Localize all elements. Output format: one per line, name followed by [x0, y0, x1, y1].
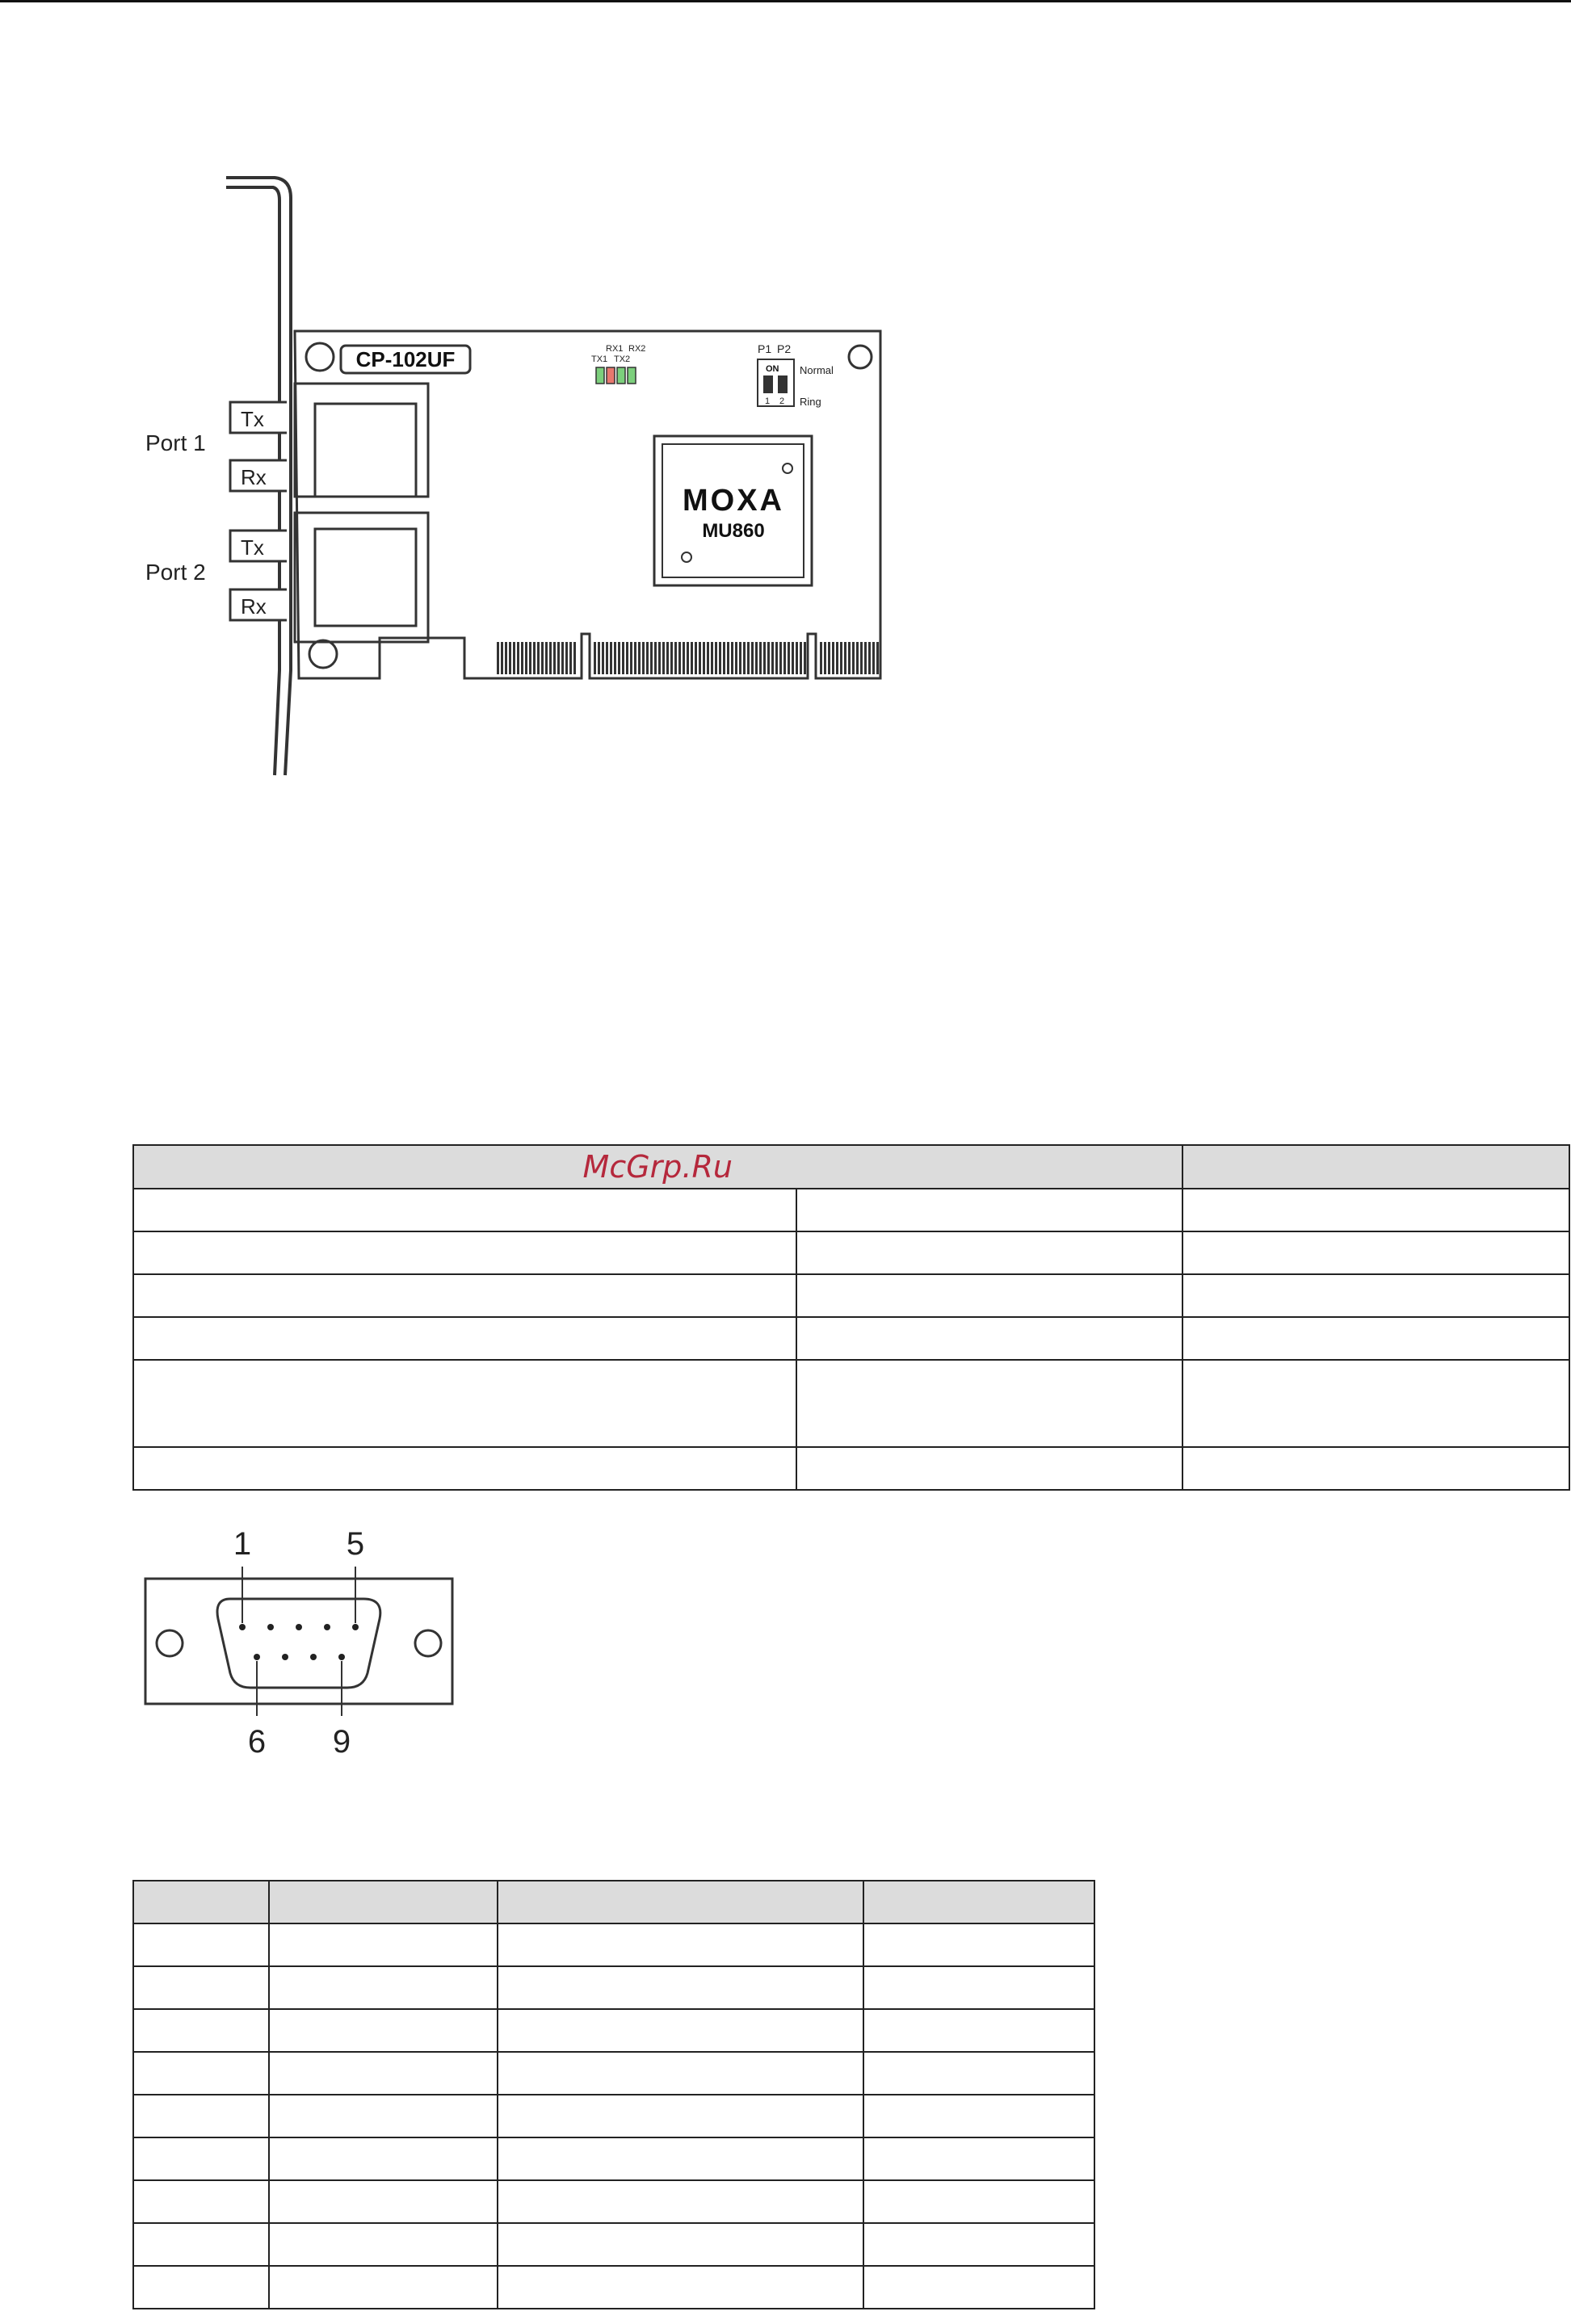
pin-assignment-table	[132, 1880, 1095, 2309]
db9-pin-9-label: 9	[332, 1724, 351, 1760]
db9-pin	[338, 1654, 345, 1660]
table-cell	[269, 2095, 498, 2137]
pci-finger	[763, 642, 766, 674]
pci-finger	[868, 642, 871, 674]
dip-2-label: 2	[779, 396, 785, 406]
table-cell	[796, 1189, 1182, 1231]
port2-label: Port 2	[145, 560, 206, 585]
table-row	[133, 2180, 1094, 2223]
table-cell	[498, 2095, 863, 2137]
table-cell	[133, 2009, 269, 2052]
pci-finger	[820, 642, 822, 674]
pci-finger	[771, 642, 774, 674]
table-cell	[269, 2137, 498, 2180]
db9-pin	[267, 1624, 274, 1630]
db9-pin	[254, 1654, 260, 1660]
pci-finger	[666, 642, 669, 674]
pci-finger	[634, 642, 636, 674]
pci-finger	[840, 642, 842, 674]
table-row	[133, 1360, 1569, 1447]
dip-lever-2	[778, 375, 788, 393]
pci-finger	[497, 642, 499, 674]
table-cell	[133, 1317, 796, 1360]
table-header-row	[133, 1145, 1569, 1189]
pci-finger	[735, 642, 737, 674]
pci-finger	[683, 642, 685, 674]
table-cell	[269, 2009, 498, 2052]
led-rx1-label: RX1	[606, 344, 624, 354]
table-cell	[498, 2180, 863, 2223]
pci-finger	[747, 642, 750, 674]
table-cell	[1182, 1189, 1569, 1231]
pci-finger	[731, 642, 733, 674]
table-cell	[863, 2180, 1094, 2223]
board-illustration	[129, 170, 905, 791]
table-row	[133, 2223, 1094, 2266]
table-cell	[133, 2095, 269, 2137]
pci-finger	[557, 642, 560, 674]
table-header-cell	[863, 1881, 1094, 1923]
pci-finger	[678, 642, 681, 674]
board-svg	[129, 170, 905, 791]
pci-finger	[513, 642, 515, 674]
table-header-row	[133, 1881, 1094, 1923]
pci-finger	[783, 642, 786, 674]
table-header-cell	[498, 1881, 863, 1923]
table-cell	[269, 2266, 498, 2309]
pci-finger	[614, 642, 616, 674]
dip-p2-label: P2	[777, 342, 792, 355]
db9-pin	[282, 1654, 288, 1660]
watermark: McGrp.Ru	[582, 1149, 733, 1185]
pci-finger	[872, 642, 875, 674]
pci-finger	[727, 642, 729, 674]
table-header-cell	[269, 1881, 498, 1923]
table-cell	[863, 1923, 1094, 1966]
dip-on-label: ON	[766, 364, 779, 374]
pci-finger	[711, 642, 713, 674]
table-cell	[796, 1447, 1182, 1490]
table-cell	[133, 1360, 796, 1447]
table-cell	[498, 2052, 863, 2095]
pci-finger	[501, 642, 503, 674]
pci-finger	[687, 642, 689, 674]
table-cell	[863, 2266, 1094, 2309]
pci-finger	[541, 642, 544, 674]
pci-finger	[739, 642, 741, 674]
pci-finger	[517, 642, 519, 674]
table-cell	[863, 1966, 1094, 2009]
chip-model: MU860	[702, 520, 765, 542]
pci-finger	[610, 642, 612, 674]
table-cell	[133, 1189, 796, 1231]
table-cell	[133, 2223, 269, 2266]
pci-finger	[759, 642, 762, 674]
dip-normal-label: Normal	[800, 364, 834, 376]
table-row	[133, 1274, 1569, 1317]
pci-finger	[876, 642, 879, 674]
table-cell	[863, 2009, 1094, 2052]
pci-finger	[630, 642, 632, 674]
pci-finger	[715, 642, 717, 674]
table-cell	[863, 2052, 1094, 2095]
pci-finger	[743, 642, 746, 674]
table-cell	[269, 1923, 498, 1966]
pci-finger	[638, 642, 641, 674]
db9-pin	[324, 1624, 330, 1630]
pci-finger	[561, 642, 564, 674]
pci-finger	[832, 642, 834, 674]
pci-finger	[598, 642, 600, 674]
pci-finger	[852, 642, 855, 674]
table-row	[133, 2052, 1094, 2095]
pci-finger	[836, 642, 838, 674]
pci-finger	[856, 642, 859, 674]
model-label: CP-102UF	[355, 347, 456, 371]
pci-finger	[573, 642, 576, 674]
table-cell	[1182, 1317, 1569, 1360]
pci-finger	[788, 642, 790, 674]
table-cell	[796, 1360, 1182, 1447]
pci-finger	[796, 642, 798, 674]
pci-finger	[606, 642, 608, 674]
pci-finger	[824, 642, 826, 674]
table-row	[133, 2137, 1094, 2180]
pci-finger	[618, 642, 620, 674]
table-cell	[133, 2052, 269, 2095]
port2-tx-label: Tx	[241, 535, 264, 560]
pci-finger	[533, 642, 536, 674]
pci-finger	[553, 642, 556, 674]
db9-svg	[141, 1518, 464, 1768]
db9-connector-illustration	[141, 1518, 464, 1768]
pci-finger	[779, 642, 782, 674]
pci-finger	[650, 642, 653, 674]
table-cell	[863, 2095, 1094, 2137]
table-cell	[133, 1231, 796, 1274]
table-cell	[796, 1317, 1182, 1360]
led-tx2	[617, 367, 625, 384]
pci-finger	[509, 642, 511, 674]
pci-finger	[569, 642, 572, 674]
pci-finger	[549, 642, 552, 674]
led-tx1-label: TX1	[591, 354, 608, 364]
pci-finger	[505, 642, 507, 674]
table-cell	[498, 2223, 863, 2266]
pci-finger	[691, 642, 693, 674]
led-tx2-label: TX2	[614, 354, 631, 364]
led-tx1	[596, 367, 604, 384]
table-row	[133, 1966, 1094, 2009]
table-row	[133, 1189, 1569, 1231]
pci-edge-connector	[497, 642, 879, 674]
pci-finger	[594, 642, 596, 674]
pci-finger	[864, 642, 867, 674]
top-rule	[0, 0, 1571, 2]
pci-finger	[707, 642, 709, 674]
pci-finger	[545, 642, 548, 674]
pci-finger	[642, 642, 645, 674]
table-row	[133, 1447, 1569, 1490]
pci-finger	[775, 642, 778, 674]
table-cell	[863, 2223, 1094, 2266]
pci-finger	[537, 642, 540, 674]
pci-finger	[844, 642, 846, 674]
led-table	[132, 1144, 1570, 1491]
pci-finger	[658, 642, 661, 674]
dip-lever-1	[763, 375, 773, 393]
table-cell	[269, 1966, 498, 2009]
pci-finger	[804, 642, 806, 674]
table-cell	[133, 1923, 269, 1966]
table-row	[133, 1923, 1094, 1966]
table-cell	[133, 1274, 796, 1317]
table-header-cell	[133, 1881, 269, 1923]
pci-finger	[828, 642, 830, 674]
pci-finger	[654, 642, 657, 674]
table-cell	[1182, 1360, 1569, 1447]
dip-1-label: 1	[765, 396, 771, 406]
pci-finger	[521, 642, 523, 674]
dip-ring-label: Ring	[800, 396, 821, 408]
pci-finger	[800, 642, 802, 674]
led-rx2	[628, 367, 636, 384]
pci-finger	[860, 642, 863, 674]
db9-pin	[352, 1624, 359, 1630]
pci-finger	[755, 642, 758, 674]
table-cell	[498, 2009, 863, 2052]
table-cell	[133, 1447, 796, 1490]
table-cell	[1182, 1274, 1569, 1317]
port2-rx-label: Rx	[241, 594, 267, 619]
pci-finger	[529, 642, 531, 674]
pci-finger	[565, 642, 568, 674]
pci-finger	[695, 642, 697, 674]
pci-finger	[699, 642, 701, 674]
table-cell	[133, 1966, 269, 2009]
table-row	[133, 2095, 1094, 2137]
db9-pin	[310, 1654, 317, 1660]
table-cell	[269, 2052, 498, 2095]
table-cell	[498, 2137, 863, 2180]
table-row	[133, 1317, 1569, 1360]
db9-pin-1-label: 1	[233, 1526, 252, 1562]
table-cell	[863, 2137, 1094, 2180]
table-cell	[498, 2266, 863, 2309]
pci-finger	[792, 642, 794, 674]
pci-finger	[767, 642, 770, 674]
port1-tx-label: Tx	[241, 407, 264, 431]
table-cell	[269, 2223, 498, 2266]
db9-pin	[239, 1624, 246, 1630]
port1-label: Port 1	[145, 430, 206, 455]
table-header-cell	[133, 1145, 1182, 1189]
table-cell	[1182, 1447, 1569, 1490]
table-cell	[498, 1966, 863, 2009]
pci-finger	[622, 642, 624, 674]
table-cell	[133, 2180, 269, 2223]
pci-finger	[662, 642, 665, 674]
table-row	[133, 2009, 1094, 2052]
pci-finger	[525, 642, 527, 674]
table-row	[133, 1231, 1569, 1274]
port1-rx-label: Rx	[241, 465, 267, 489]
pci-finger	[703, 642, 705, 674]
dip-p1-label: P1	[758, 342, 772, 355]
table-cell	[269, 2180, 498, 2223]
led-rx1	[607, 367, 615, 384]
table-cell	[1182, 1231, 1569, 1274]
pci-finger	[646, 642, 649, 674]
db9-pin	[296, 1624, 302, 1630]
table-row	[133, 2266, 1094, 2309]
table-cell	[796, 1274, 1182, 1317]
pci-finger	[751, 642, 754, 674]
chip-brand: MOXA	[683, 484, 784, 518]
pci-finger	[626, 642, 628, 674]
pci-finger	[670, 642, 673, 674]
table-cell	[133, 2137, 269, 2180]
table-header-cell	[1182, 1145, 1569, 1189]
pci-finger	[674, 642, 677, 674]
table-cell	[498, 1923, 863, 1966]
pci-finger	[848, 642, 851, 674]
pci-finger	[723, 642, 725, 674]
pci-finger	[602, 642, 604, 674]
db9-pin-5-label: 5	[346, 1526, 365, 1562]
table-cell	[133, 2266, 269, 2309]
pci-finger	[719, 642, 721, 674]
db9-pin-6-label: 6	[247, 1724, 267, 1760]
led-rx2-label: RX2	[628, 344, 646, 354]
table-cell	[796, 1231, 1182, 1274]
